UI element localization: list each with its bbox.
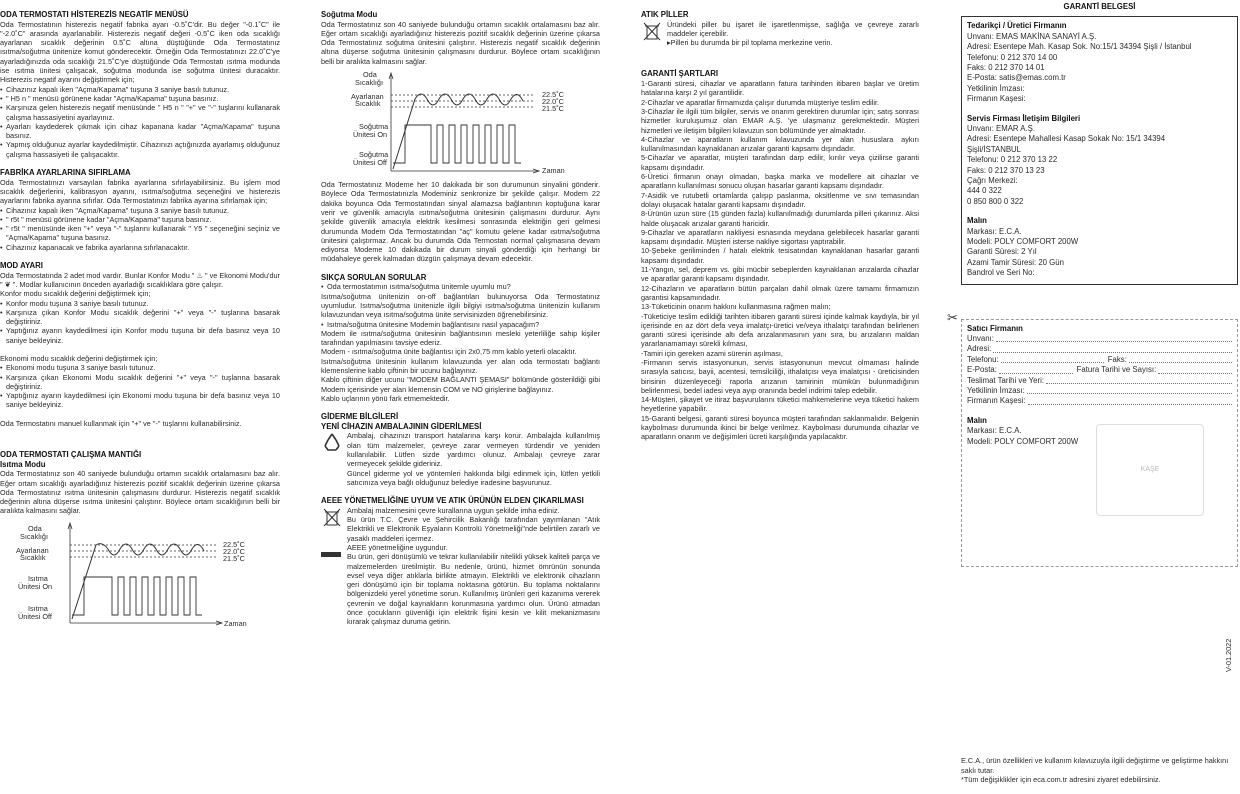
- cooling-mode-text: Oda Termostatınız son 40 saniyede bulunduğu ortamın sıcaklık ortalamasını baz alır. Eğer ortam sıcaklığı ayarladığınız histerezis pozitif sıcaklık değerinin üzerine çıkarsa Oda Termostatınız soğutma ünitesini çalıştırır. Histerezis negatif sıcaklık değerinin altına düşerse soğutma ünitesinin çalışmasını durdurur. Böylece ortam sıcaklığının belli bir aralıkta kalmasını sağlar.: [321, 19, 600, 66]
- service-address-2: Şişli/İSTANBUL: [967, 144, 1022, 154]
- warranty-term: -Firmanın servis istasyonunun, servis istasyonunun mevcut olmaması halinde sırasıyla satıcısı, bayii, acentesi, temsilciliği, ithalatçısı veya imalatçısı - üreticisinden birisinin düzenleyeceği raporla arızanın tamirinin mümkün bulunmadığının belirlenmesi, bedel iadesi veya ayıp oranında bedel indirimi talep edebilir.: [641, 357, 919, 395]
- footer: [961, 756, 1238, 785]
- service-title: Servis Firması İletişim Bilgileri: [967, 113, 1081, 123]
- label-unit-off-1: Soğutma: [359, 150, 389, 160]
- warranty-term: -Tamiri için gereken azami sürenin aşılması,: [641, 348, 783, 358]
- label-sicakligi: Sıcaklığı: [355, 78, 383, 88]
- faq-answer-2c: Isıtma/soğutma ünitesinin kullanım kılavuzunda yer alan oda termostatı bağlantı klemenslerine kablo çiftinin bir ucunu bağlayınız.: [321, 356, 600, 376]
- faq-answer-2b: Modem - ısıtma/soğutma ünite bağlantısı için 2x0,75 mm kablo yeterli olacaktır.: [321, 347, 577, 357]
- factory-reset-steps: [0, 206, 280, 252]
- weee-text-3: AEEE yönetmeliğine uygundur.: [347, 542, 448, 552]
- seller-stamp-line: [967, 396, 1232, 406]
- crossed-bin-icon: [321, 506, 343, 528]
- hysteresis-step: • Cihazınız kapalı iken "Açma/Kapama" tuşuna 3 saniye basılı tutunuz.: [0, 85, 280, 94]
- faq-answer-2e: Kablo uçlarının yönü fark etmemektedir.: [321, 393, 450, 403]
- service-fax: Faks: 0 212 370 13 23: [967, 165, 1045, 175]
- comfort-mode-steps: [0, 299, 280, 345]
- factory-reset-step: • " r5t " menüsünde iken "+" veya "-" tuşlarını kullanarak " Y5 " seçeneğini seçiniz ve "Açma/Kapama" tuşuna basınız.: [0, 224, 280, 243]
- label-sicaklik: Sıcaklık: [20, 552, 46, 562]
- warranty-term: 1-Garanti süresi, cihazlar ve aparatların fatura tarihinden itibaren başlar ve üretim hatalarına karşı 2 yıl garantilidir.: [641, 79, 919, 98]
- seller-phone-label: Telefonu:: [967, 354, 999, 364]
- disposal-title: GİDERME BİLGİLERİ: [321, 412, 399, 422]
- weee-text-4: Bu ürün, geri dönüşümlü ve tekrar kullanılabilir nitelikli yüksek kaliteli parça ve malzemelerden üretilmiştir. Bu nedenle, ürünü, hizmet ömrünün sonunda evsel veya diğer atıklarla birlikte atmayın. Elektrikli ve elektronik cihazların geri dönüşümü için bir toplama noktasına götürün. Bu toplama noktalarını bölgenizdeki yerel yönetime sorun. Kullanılmış ürünleri geri kazanıma vererek çevrenin ve doğal kaynakların korunmasına yardımcı olun. Ürünü atmadan önce çocukların güvenliği için elektrik fişini kesin ve kilit mekanizmasını kırarak çalışmaz duruma getirin.: [347, 552, 600, 627]
- comfort-mode-intro: Konfor modu sıcaklık değerini değiştirmek için;: [0, 289, 151, 299]
- weee-text-1: Ambalaj malzemesini çevre kurallarına uygun şekilde imha ediniz.: [347, 505, 560, 515]
- label-unit-on-1: Isıtma: [28, 573, 48, 583]
- unit-state-signal: [393, 125, 521, 163]
- stamp-area: KAŞE: [1096, 424, 1204, 516]
- call-center-number-2: 0 850 800 0 322: [967, 196, 1024, 206]
- faq-answer-2d: Kablo çiftinin diğer ucunu "MODEM BAĞLANTI ŞEMASI" bölümünde gösterildiği gibi Modem içerisinde yer alan klemensin COM ve NO girişlerine bağlayınız.: [321, 375, 600, 394]
- hysteresis-step: • Yapmış olduğunuz ayarlar kaydedilmiştir. Cihazınızı açtığınızda ayarlamış olduğunuz çalışma hassasiyeti ile çalışacaktır.: [0, 140, 280, 159]
- comfort-mode-step: • Yaptığınız ayarın kaydedilmesi için Konfor modu tuşuna bir defa basınız veya 10 saniye bekleyiniz.: [0, 326, 280, 345]
- packaging-text-2: Güncel giderme yol ve yöntemleri hakkında bilgi edinmek için, lütfen yetkili satıcınıza veya bağlı olduğunuz belediye iradesine başvurunuz.: [347, 468, 600, 487]
- mode-title: MOD AYARI: [0, 261, 43, 271]
- unit-state-signal: [72, 577, 202, 615]
- warranty-term: 5-Cihazlar ve aparatlar, müşteri tarafından darp edilir, kırılır veya çizilirse garanti kapsamı dışındadır.: [641, 153, 919, 172]
- seller-box: [947, 309, 1238, 567]
- factory-reset-step: • " r5t " menüsü görünene kadar "Açma/Kapama" tuşuna basınız.: [0, 215, 280, 224]
- label-22-5: 22.5˚C: [223, 539, 245, 549]
- product2-brand: Markası: E.C.A.: [967, 426, 1022, 436]
- warranty-info-box: [961, 16, 1238, 284]
- hysteresis-step: • Karşınıza gelen histerezis negatif menüsünde " H5 n " "+" ve "-" tuşlarını kullanarak çalışma hassasiyetini ayarlayınız.: [0, 103, 280, 122]
- seller-email-label: E-Posta:: [967, 365, 997, 375]
- label-unit-off-2: Ünitesi Off: [353, 158, 387, 168]
- faq-answer-1: Isıtma/soğutma ünitenizin on-off bağlantıları bulunuyorsa Oda Termostatınız uyumludur. Isıtma/soğutma ünitenizle ilgili bilgiyi ısıtma/soğutma ünitenizin kullanım kılavuzundan veya ısıtma/soğutma ünite servisinizden öğrenebilirsiniz.: [321, 291, 600, 320]
- service-address-1: Adresi: Esentepe Mahallesi Kasap Sokak No: 15/1 34394: [967, 134, 1166, 144]
- supplier-stamp: Firmanın Kaşesi:: [967, 94, 1026, 104]
- warranty-terms-list: [641, 79, 919, 442]
- hysteresis-step: • " H5 n " menüsü görünene kadar "Açma/Kapama" tuşuna basınız.: [0, 94, 280, 103]
- product-model: Modeli: POLY COMFORT 200W: [967, 237, 1079, 247]
- label-unit-off-1: Isıtma: [28, 603, 48, 613]
- delivery-line: [967, 376, 1232, 386]
- mode-intro: Oda Termostatında 2 adet mod vardır. Bunlar Konfor Modu " ♨ " ve Ekonomi Modu'dur " ❦ ". Modlar kullanıcının önceden ayarladığı sıcaklıklara göre çalışır.: [0, 270, 280, 289]
- warranty-term: 4-Cihazlar ve aparatların kullanım kılavuzunda yer alan hususlara aykırı kullanılmasından kaynaklanan arızalar garanti kapsamı dışındadır.: [641, 134, 919, 154]
- seller-phone-line: [967, 355, 1232, 365]
- cooling-mode-title: Soğutma Modu: [321, 10, 378, 19]
- waste-battery-text-2: ▸Pilleri bu durumda bir pil toplama merkezine verin.: [667, 38, 833, 48]
- warranty-term: 12-Cihazların ve aparatların bütün parçaları dahil olmak üzere tamamı firmamızın garantisi kapsamındadır.: [641, 283, 919, 302]
- comfort-mode-step: • Karşınıza çıkan Konfor Modu sıcaklık değerini "+" veya "-" tuşlarına basarak değiştiriniz.: [0, 308, 280, 327]
- manual-use-text: Oda Termostatını manuel kullanmak için "+" ve "-" tuşlarını kullanabilirsiniz.: [0, 418, 242, 428]
- seller-name-line: [967, 334, 1232, 344]
- warranty-term: 11-Yangın, sel, deprem vs. gibi mücbir sebeplerden kaynaklanan arızalarda cihazlar ve aparatlar garanti kapsamı dışındadır.: [641, 265, 919, 284]
- faq-question-1: • Oda termostatımın ısıtma/soğutma ünitemle uyumlu mu?: [321, 282, 600, 291]
- hysteresis-step: • Ayarları kaydederek çıkmak için cihaz kapanana kadar "Açma/Kapama" tuşuna basınız.: [0, 122, 280, 141]
- column-4: [947, 2, 1238, 567]
- factory-reset-step: • Cihazınız kapanacak ve fabrika ayarlarına sıfırlanacaktır.: [0, 243, 280, 252]
- warranty-terms-title: GARANTİ ŞARTLARI: [641, 69, 719, 79]
- seller-fax-label: Faks:: [1107, 354, 1127, 364]
- waste-battery-section: [641, 20, 919, 48]
- label-time: Zaman: [224, 618, 247, 628]
- packaging-title: YENİ CİHAZIN AMBALAJININ GİDERİLMESİ: [321, 421, 482, 431]
- supplier-title: Tedarikçi / Üretici Firmanın: [967, 21, 1067, 31]
- logic-title: ODA TERMOSTATI ÇALIŞMA MANTIĞI: [0, 450, 142, 460]
- seller-email-line: [967, 365, 1232, 375]
- weee-section: [321, 506, 600, 627]
- seller-name-label: Unvanı:: [967, 334, 994, 344]
- heating-chart: [0, 519, 260, 629]
- factory-reset-title: FABRİKA AYARLARINA SIFIRLAMA: [0, 168, 131, 178]
- banderole-serial: Bandrol ve Seri No:: [967, 268, 1035, 278]
- column-2: [321, 10, 600, 627]
- column-1: [0, 10, 280, 632]
- seller-signature-line: [967, 386, 1232, 396]
- product-brand: Markası: E.C.A.: [967, 226, 1022, 236]
- eco-mode-step: • Ekonomi modu tuşuna 3 saniye basılı tutunuz.: [0, 363, 280, 372]
- footer-website: *Tüm değişiklikler için eca.com.tr adresini ziyaret edebilirsiniz.: [961, 775, 1161, 784]
- cooling-chart: [321, 69, 581, 177]
- eco-mode-step: • Yaptığınız ayarın kaydedilmesi için Ekonomi modu tuşuna bir defa basınız veya 10 saniye bekleyiniz.: [0, 391, 280, 410]
- packaging-text-1: Ambalaj, cihazınızı transport hatalarına karşı korur. Ambalajda kullanılmış olan tüm malzemeler, çevreye zarar vermeyen türdendir ve yeniden kullanılabilir. Lütfen sizde yardımcı olunuz. Ambalajı çevreye zarar vermeyecek şekilde gideriniz.: [347, 431, 600, 469]
- warranty-term: -Tüketiciye teslim edildiği tarihten itibaren garanti süresi içinde kalmak kaydıyla, bir yıl içerisinde en az dört defa veya imalatçı-üretici ve/veya ithalatçı tarafından belirlenen garanti süresi içerisinde altı defa arızalanmasının yanı sıra, bu arızaların maldan yararlanamamayı sürekli kılması,: [641, 311, 919, 349]
- packaging-section: [321, 431, 600, 487]
- label-22-5: 22.5˚C: [542, 90, 564, 100]
- label-time: Zaman: [542, 166, 565, 176]
- temperature-curve: [393, 94, 523, 169]
- warranty-term: 10-Şebeke geriliminden / hatalı elektrik tesisatından kaynaklanan hasarlar garanti kapsamı dışındadır.: [641, 246, 919, 265]
- waste-battery-title: ATIK PİLLER: [641, 10, 689, 19]
- seller-address-label: Adresi:: [967, 344, 992, 354]
- supplier-phone: Telefonu: 0 212 370 14 00: [967, 52, 1058, 62]
- factory-reset-step: • Cihazınız kapalı iken "Açma/Kapama" tuşuna 3 saniye basılı tutunuz.: [0, 206, 280, 215]
- supplier-email: E-Posta: satis@emas.com.tr: [967, 73, 1066, 83]
- label-21-5: 21.5˚C: [223, 553, 245, 563]
- crossed-bin-icon: [641, 20, 663, 42]
- label-ayarlanan: Ayarlanan: [16, 545, 49, 555]
- delivery-label: Teslimat Tarihi ve Yeri:: [967, 375, 1044, 385]
- black-bar-mark: [321, 552, 341, 557]
- label-sicakligi: Sıcaklığı: [20, 531, 48, 541]
- warranty-term: 9-Cihazlar ve aparatların nakliyesi esnasında meydana gelebilecek hasarlar garanti kapsamı dışındadır. Müşteri isterse nakliye sigortası yaptırabilir.: [641, 227, 919, 247]
- product2-title: Malın: [967, 415, 987, 425]
- warranty-period: Garanti Süresi: 2 Yıl: [967, 247, 1037, 257]
- faq-title: SIKÇA SORULAN SORULAR: [321, 272, 427, 282]
- label-unit-on-1: Soğutma: [359, 122, 389, 132]
- eco-mode-intro: Ekonomi modu sıcaklık değerini değiştirmek için;: [0, 353, 158, 363]
- weee-title: AEEE YÖNETMELİĞİNE UYUM VE ATIK ÜRÜNÜN ELDEN ÇIKARILMASI: [321, 496, 584, 506]
- seller-title: Satıcı Firmanın: [967, 323, 1023, 333]
- waste-battery-text-1: Üründeki piller bu işaret ile işaretlenmişse, sağlığa ve çevreye zararlı maddeler içerebilir.: [667, 19, 919, 38]
- seller-address-line: [967, 344, 1232, 354]
- seller-signature-label: Yetkilinin İmzası:: [967, 386, 1025, 396]
- label-21-5: 21.5˚C: [542, 104, 564, 114]
- label-ayarlanan: Ayarlanan: [351, 92, 384, 102]
- label-sicaklik: Sıcaklık: [355, 99, 381, 109]
- heating-mode-title: Isıtma Modu: [0, 459, 46, 469]
- service-phone: Telefonu: 0 212 370 13 22: [967, 155, 1058, 165]
- seller-stamp-label: Firmanın Kaşesi:: [967, 396, 1026, 406]
- column-3: [641, 10, 919, 442]
- label-22-0: 22.0˚C: [223, 546, 245, 556]
- label-unit-on-2: Ünitesi On: [353, 130, 388, 140]
- scissors-icon: ✂: [947, 309, 958, 325]
- warranty-term: 3-Cihazlar ile ilgili tüm bilgiler, servis ve onarım gerektiren durumlar için; satış sonrası hizmetler kuruluşumuz olan EMAR A.Ş. 'ye ulaşmanız gerekmektedir. Müşteri hizmetleri ve iletişim bilgileri kılavuzun son bölümünde yer almaktadır.: [641, 106, 919, 135]
- faq-answer-2a: Modem ile ısıtma/soğutma ünitesinin bağlantısının mesleki yeterliliğe sahip kişiler tarafından yapılmasını tavsiye ederiz.: [321, 328, 600, 348]
- eco-mode-step: • Karşınıza çıkan Ekonomi Modu sıcaklık değerini "+" veya "-" tuşlarına basarak değiştiriniz.: [0, 373, 280, 392]
- label-unit-on-2: Ünitesi On: [18, 581, 53, 591]
- warranty-term: 13-Tüketicinin onarım hakkını kullanmasına rağmen malın;: [641, 302, 831, 312]
- label-oda: Oda: [363, 70, 377, 80]
- recycle-icon: [321, 431, 343, 453]
- version-label: V-01.2022: [1224, 638, 1233, 672]
- heating-mode-text: Oda Termostatınız son 40 saniyede bulunduğu ortamın sıcaklık ortalamasını baz alır. Eğer ortam sıcaklığı ayarladığınız histerezis pozitif sıcaklık değerinin üzerine çıkarsa Oda Termostatınız ısıtma ünitesinin çalışmasını durdurur. Histerezis negatif sıcaklık değerinin altına düşerse ısıtma ünitesini çalıştırır. Böylece ortam sıcaklığının belli bir aralıkta kalmasını sağlar.: [0, 469, 280, 516]
- label-unit-off-2: Ünitesi Off: [18, 611, 52, 621]
- warranty-term: 15-Garanti belgesi, garanti süresi boyunca müşteri tarafından saklanmalıdır. Belgenin kaybolması durumunda ikinci bir belge verilmez. Kaybolması durumunda cihazlar ve aparatların onarım ve değişimleri ücreti karşılığında yapılacaktır.: [641, 413, 919, 442]
- warranty-term: 6-Üretici firmanın onayı olmadan, başka marka ve modellere ait cihazlar ve aparatların kullanılması sonucu oluşan hasarlar garanti kapsamı dışındadır.: [641, 172, 919, 191]
- hysteresis-text: Oda Termostatının histerezis negatif fabrika ayarı -0.5˚C'dir. Bu değer "-0.1˚C" ile "-2.0˚C" arasında ayarlanabilir. Histerezis negatif değeri -0.5˚C iken oda sıcaklığı ayarlanan sıcaklık değerinin 0.5˚C altına düştüğünde Oda Termostatınız ısıtma/soğutma ünitenize komut gönderecektir. Örneğin Oda Termostatınızı 22.0˚C'ye ayarladığınızda oda sıcaklığı 21.5˚C'ye düştüğünde Oda Termostatı ısıtma modunda ise ısıtma ünitesi çalışacak, soğutma modunda ise soğutma ünitesi duracaktır. Histerezis negatif ayarını değiştirmek için;: [0, 19, 280, 85]
- weee-text-2: Bu ürün T.C. Çevre ve Şehircilik Bakanlığı tarafından yayımlanan "Atık Elektrikli ve Elektronik Eşyaların Kontrolü Yönetmeliği"nde belirtilen zararlı ve yasaklı maddeleri içermez.: [347, 515, 600, 543]
- supplier-name: Unvanı: EMAS MAKİNA SANAYİ A.Ş.: [967, 31, 1097, 41]
- service-name: Unvanı: EMAR A.Ş.: [967, 123, 1036, 133]
- hysteresis-title: ODA TERMOSTATI HİSTEREZİS NEGATİF MENÜSÜ: [0, 10, 189, 19]
- label-22-0: 22.0˚C: [542, 97, 564, 107]
- warranty-term: 2-Cihazlar ve aparatlar firmamızda çalışır durumda müşteriye teslim edilir.: [641, 97, 880, 107]
- call-center-label: Çağrı Merkezi:: [967, 175, 1018, 185]
- supplier-fax: Faks: 0 212 370 14 01: [967, 62, 1045, 72]
- warranty-term: 7-Asidik ve rutubetli ortamlarda çalışıp paslanma, oksitlenme ve sıvı temasından dolayı oluşacak hatalar garanti kapsamı dışındadır.: [641, 190, 919, 209]
- invoice-label: Fatura Tarihi ve Sayısı:: [1076, 365, 1157, 375]
- call-center-number-1: 444 0 322: [967, 186, 1002, 196]
- supplier-signature: Yetkilinin İmzası:: [967, 83, 1025, 93]
- comfort-mode-step: • Konfor modu tuşuna 3 saniye basılı tutunuz.: [0, 299, 280, 308]
- label-oda: Oda: [28, 523, 42, 533]
- warranty-term: 8-Ürünün uzun süre (15 günden fazla) kullanılmadığı durumlarda pilleri çıkarınız. Aksi halde oluşacak arızalar garanti haricidir.: [641, 209, 919, 228]
- warranty-certificate-title: GARANTİ BELGESİ: [1063, 2, 1136, 11]
- footer-rights: E.C.A., ürün özellikleri ve kullanım kılavuzuyla ilgili değiştirme ve geliştirme hakkını saklı tutar.: [961, 756, 1229, 775]
- hysteresis-steps: [0, 85, 280, 159]
- eco-mode-steps: [0, 363, 280, 409]
- supplier-address: Adresi: Esentepe Mah. Kasap Sok. No:15/1 34394 Şişli / İstanbul: [967, 42, 1192, 52]
- faq-question-2: • Isıtma/soğutma ünitesine Modemin bağlantısını nasıl yapacağım?: [321, 320, 600, 329]
- max-repair-time: Azami Tamir Süresi: 20 Gün: [967, 257, 1064, 267]
- warranty-term: 14-Müşteri, şikayet ve itiraz başvurularını tüketici mahkemelerine veya tüketici hakem heyetlerine yapabilir.: [641, 395, 919, 414]
- modem-text: Oda Termostatınız Modeme her 10 dakikada bir son durumunun sinyalini gönderir. Böylece Oda Termostatınızla Modeminiz senkronize bir şekilde çalışır. Modem 22 dakika boyunca Oda Termostatından sinyal alamazsa bağlantının koptuğuna karar verir ve güvenlik amacıyla ısıtma/soğutma ünitesinin çalışmasını durdurur. Aynı şekilde güvenlik amacıyla elektrik kesilmesi sonrasında elektriğin geri gelmesi durumunda Modem Oda Termostatından "aç" komutu gelene kadar ısıtma/soğutma ünitesini çalıştırmaz. Ancak bu durumda Oda Termostatı normal çalışmasına devam ediyorsa Modeme 10 dakikada bir durum sinyali gönderdiği için herhangi bir müdahaleye gerek kalmadan düzgün çalışmaya devam edecektir.: [321, 180, 600, 264]
- product2-model: Modeli: POLY COMFORT 200W: [967, 436, 1079, 446]
- factory-reset-text: Oda Termostatınızı varsayılan fabrika ayarlarına sıfırlayabilirsiniz. Bu işlem mod sıcaklık değerlerini, kalibrasyon ayarını, ısıtma/soğutma seçeneğini ve histerezis ayarlarını fabrika ayarına sıfırlar. Oda Termostatınızı fabrika ayarına sıfırlamak için;: [0, 177, 280, 206]
- product-title: Malın: [967, 216, 987, 226]
